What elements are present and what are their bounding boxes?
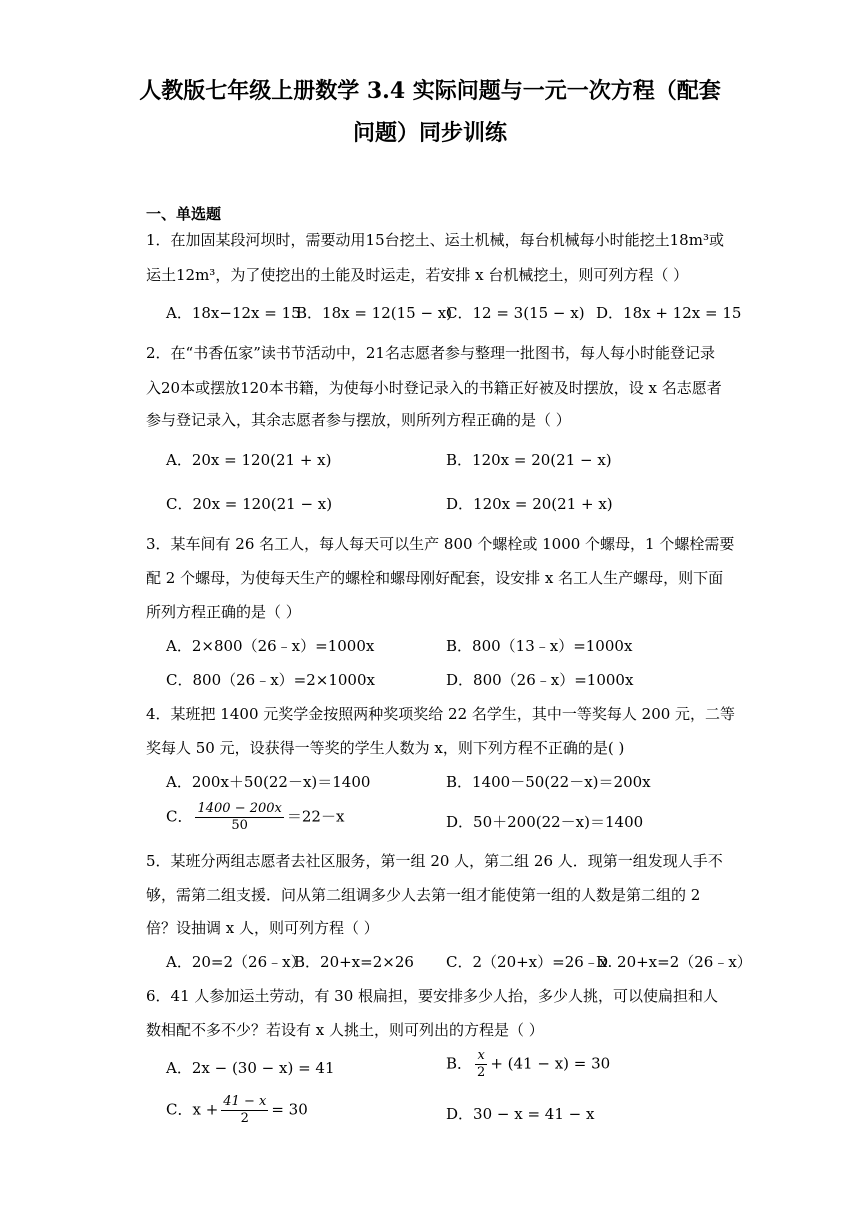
q1-option-a: A．18x−12x = 15 xyxy=(166,304,301,322)
q5-option-b: B．20+x=2×26 xyxy=(294,953,414,971)
q5-text-line3: 倍？设抽调 x 人，则可列方程（ ） xyxy=(146,919,379,937)
q6-option-c-rest: = 30 xyxy=(271,1100,308,1119)
q3-option-a: A．2×800（26﹣x）=1000x xyxy=(166,637,375,655)
q4-option-c-rest: ＝22－x xyxy=(286,807,345,826)
q2-text-line2: 入20本或摆放120本书籍，为使每小时登记录入的书籍正好被及时摆放，设 x 名志愿者 xyxy=(146,379,722,397)
q6-text-line2: 数相配不多不少？若设有 x 人挑土，则可列出的方程是（ ） xyxy=(146,1021,544,1039)
q6-option-b-numerator: x xyxy=(475,1048,487,1065)
q1-text-line2: 运土12m³，为了使挖出的土能及时运走，若安排 x 台机械挖土，则可列方程（ ） xyxy=(146,266,689,284)
q1-option-c: C．12 = 3(15 − x) xyxy=(446,304,585,322)
q4-option-c-fraction xyxy=(195,801,283,834)
q3-option-d: D．800（26﹣x）=1000x xyxy=(446,671,634,689)
q6-option-c xyxy=(166,1094,308,1127)
q3-text-line3: 所列方程正确的是（ ） xyxy=(146,603,301,621)
q6-option-a: A．2x − (30 − x) = 41 xyxy=(166,1059,335,1077)
q6-option-b xyxy=(446,1048,610,1081)
q5-option-d: D. 20+x=2（26﹣x） xyxy=(596,953,752,971)
q4-option-a: A．200x＋50(22－x)＝1400 xyxy=(166,773,371,791)
q1-option-d: D．18x + 12x = 15 xyxy=(596,304,742,322)
q4-option-d: D．50＋200(22－x)＝1400 xyxy=(446,813,644,831)
q1-text-line1: 1．在加固某段河坝时，需要动用15台挖土、运土机械，每台机械每小时能挖土18m³或 xyxy=(146,231,724,249)
q5-text-line1: 5．某班分两组志愿者去社区服务，第一组 20 人，第二组 26 人．现第一组发现人手不 xyxy=(146,852,723,870)
q4-text-line1: 4．某班把 1400 元奖学金按照两种奖项奖给 22 名学生，其中一等奖每人 200 元，二等 xyxy=(146,705,736,723)
q1-option-b: B．18x = 12(15 − x) xyxy=(296,304,453,322)
q6-option-d: D．30 − x = 41 − x xyxy=(446,1105,595,1123)
q6-option-c-fraction xyxy=(221,1094,268,1127)
q6-option-b-fraction xyxy=(475,1048,487,1081)
q4-option-c-numerator: 1400 − 200x xyxy=(197,801,282,816)
q6-text-line1: 6．41 人参加运土劳动，有 30 根扁担，要安排多少人抬，多少人挑，可以使扁担和人 xyxy=(146,987,719,1005)
page-title-line2: 问题）同步训练 xyxy=(352,120,507,146)
q3-text-line2: 配 2 个螺母，为使每天生产的螺栓和螺母刚好配套，设安排 x 名工人生产螺母，则下面 xyxy=(146,569,724,587)
q3-option-b: B．800（13﹣x）=1000x xyxy=(446,637,633,655)
q3-option-c: C．800（26﹣x）=2×1000x xyxy=(166,671,375,689)
q6-option-b-rest: + (41 − x) = 30 xyxy=(490,1054,611,1073)
q5-text-line2: 够，需第二组支援．问从第二组调多少人去第一组才能使第一组的人数是第二组的 2 xyxy=(146,886,701,904)
q5-option-a: A．20=2（26﹣x） xyxy=(166,953,306,971)
q2-text-line3: 参与登记录入，其余志愿者参与摆放，则所列方程正确的是（ ） xyxy=(146,411,571,429)
q3-text-line1: 3．某车间有 26 名工人，每人每天可以生产 800 个螺栓或 1000 个螺母，1 个螺栓需要 xyxy=(146,535,735,553)
q4-option-c-label: C． xyxy=(166,807,193,826)
q6-option-b-label: B． xyxy=(446,1054,473,1073)
q2-option-b: B．120x = 20(21 − x) xyxy=(446,451,612,469)
q4-option-c xyxy=(166,801,344,834)
page-title: 人教版七年级上册数学 3.4 实际问题与一元一次方程（配套 xyxy=(139,78,721,104)
q6-option-c-label: C．x + xyxy=(166,1100,219,1119)
q2-option-a: A．20x = 120(21 + x) xyxy=(166,451,332,469)
q2-text-line1: 2．在“书香伍家”读书节活动中，21名志愿者参与整理一批图书，每人每小时能登记录 xyxy=(146,344,715,362)
q4-option-b: B．1400－50(22－x)＝200x xyxy=(446,773,651,791)
q6-option-c-denominator: 2 xyxy=(240,1111,249,1126)
q5-option-c: C．2（20+x）=26﹣x xyxy=(446,953,608,971)
q4-text-line2: 奖每人 50 元，设获得一等奖的学生人数为 x，则下列方程不正确的是( ) xyxy=(146,739,625,757)
q6-option-b-denominator: 2 xyxy=(477,1065,486,1080)
q4-option-c-denominator: 50 xyxy=(231,818,248,833)
q6-option-c-numerator: 41 − x xyxy=(223,1094,267,1109)
q2-option-d: D．120x = 20(21 + x) xyxy=(446,495,613,513)
q2-option-c: C．20x = 120(21 − x) xyxy=(166,495,333,513)
section-heading: 一、单选题 xyxy=(146,205,222,223)
